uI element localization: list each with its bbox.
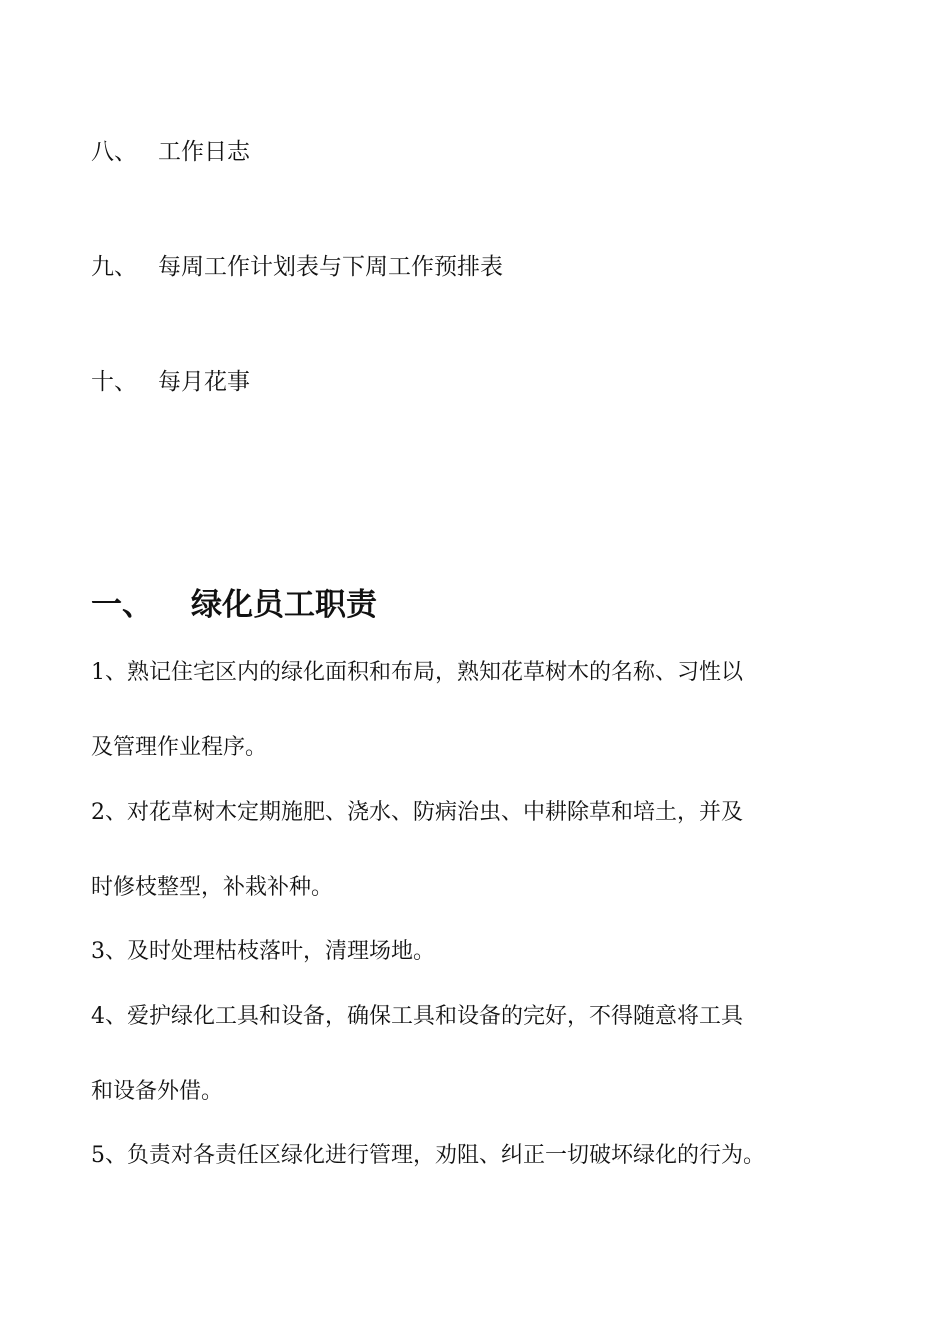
- toc-item-10: [91, 367, 250, 397]
- paragraph-line: 及管理作业程序。: [91, 735, 268, 760]
- toc-text: 工作日志: [158, 139, 250, 165]
- toc-number: 十、: [91, 369, 137, 395]
- paragraph-line: 1、熟记住宅区内的绿化面积和布局，熟知花草树木的名称、习性以: [91, 660, 743, 685]
- toc-text: 每周工作计划表与下周工作预排表: [158, 254, 503, 280]
- paragraph-line: 4、爱护绿化工具和设备，确保工具和设备的完好，不得随意将工具: [91, 1004, 743, 1029]
- paragraph-line: 时修枝整型，补栽补种。: [91, 875, 334, 900]
- paragraph-line: 和设备外借。: [91, 1079, 224, 1104]
- paragraph-line: 5、负责对各责任区绿化进行管理，劝阻、纠正一切破坏绿化的行为。: [91, 1143, 765, 1168]
- section-title: 绿化员工职责: [191, 587, 377, 623]
- toc-item-8: [91, 137, 250, 167]
- toc-text: 每月花事: [158, 369, 250, 395]
- section-number: 一、: [91, 587, 153, 623]
- section-heading: [91, 585, 377, 625]
- toc-number: 九、: [91, 254, 137, 280]
- toc-item-9: [91, 252, 503, 282]
- toc-number: 八、: [91, 139, 137, 165]
- paragraph-line: 3、及时处理枯枝落叶，清理场地。: [91, 939, 435, 964]
- paragraph-line: 2、对花草树木定期施肥、浇水、防病治虫、中耕除草和培土，并及: [91, 800, 743, 825]
